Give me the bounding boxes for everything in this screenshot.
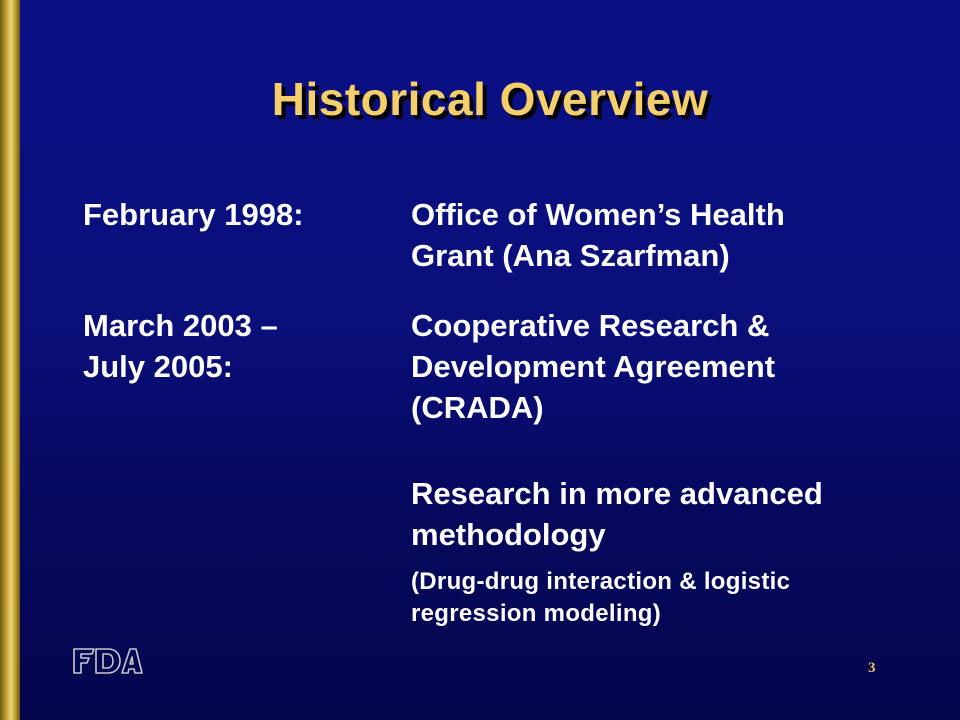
page-number: 3 — [868, 660, 876, 676]
slide-title: Historical Overview — [271, 73, 709, 125]
entry-2-date-line-2: July 2005: — [83, 349, 233, 384]
followup-line-2: methodology — [411, 517, 606, 552]
followup-detail — [411, 566, 931, 630]
fda-logo-icon — [72, 645, 144, 682]
entry-2-desc-line-1: Cooperative Research & — [411, 308, 770, 343]
entry-2-date-line-1: March 2003 – — [83, 308, 278, 343]
followup-text — [411, 473, 931, 555]
entry-2-date — [83, 305, 278, 387]
entry-1-date-line-1: February 1998: — [83, 197, 304, 232]
entry-1-desc-line-1: Office of Women’s Health — [411, 197, 785, 232]
entry-1-date — [83, 194, 304, 235]
entry-1-description — [411, 194, 931, 276]
entry-2-description — [411, 305, 931, 428]
followup-detail-line-1: (Drug-drug interaction & logistic — [411, 568, 791, 595]
entry-2-desc-line-3: (CRADA) — [411, 390, 544, 425]
followup-line-1: Research in more advanced — [411, 476, 823, 511]
followup-detail-line-2: regression modeling) — [411, 600, 662, 627]
entry-2-desc-line-2: Development Agreement — [411, 349, 776, 384]
entry-1-desc-line-2: Grant (Ana Szarfman) — [411, 238, 730, 273]
